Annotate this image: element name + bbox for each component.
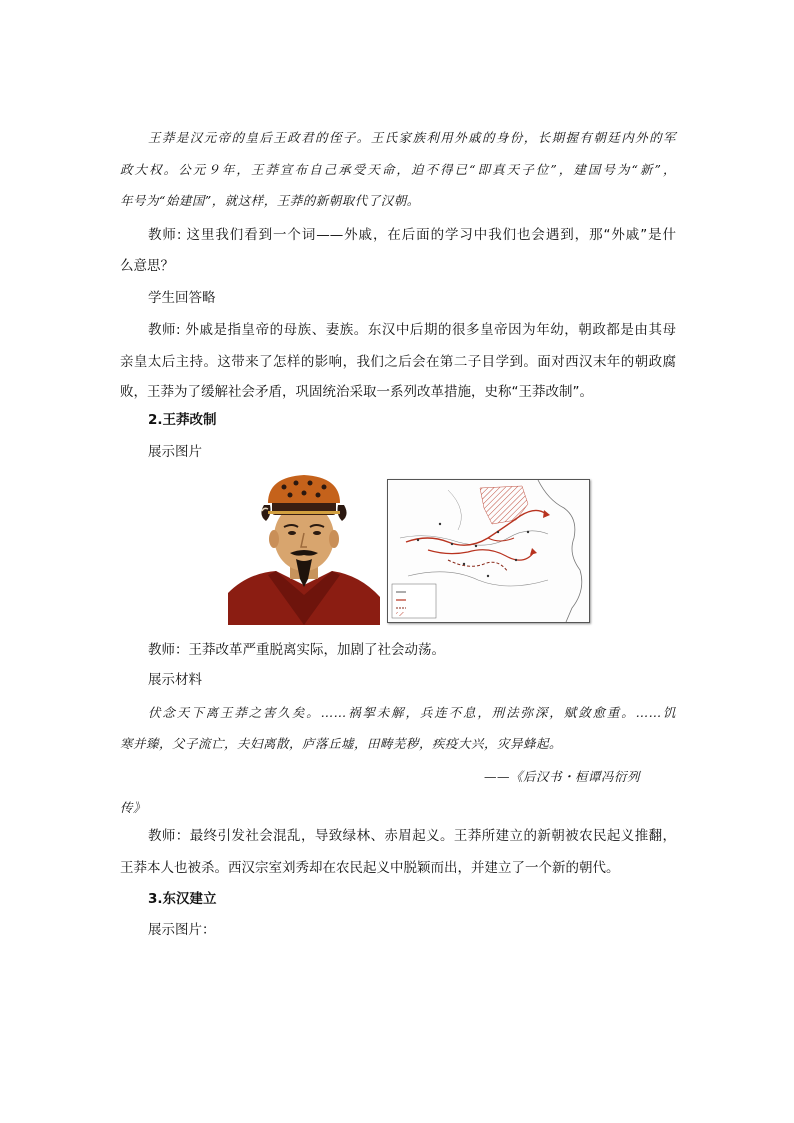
- show-material-label: 展示材料: [148, 672, 202, 688]
- teacher-explain-line-2: 亲皇太后主持。这带来了怎样的影响，我们之后会在第二子目学到。面对西汉末年的朝政腐: [120, 354, 676, 370]
- uprising-map: [387, 479, 590, 623]
- teacher-conclusion-line-2: 王莽本人也被杀。西汉宗室刘秀却在农民起义中脱颖而出，并建立了一个新的朝代。: [120, 860, 620, 876]
- quote-source-line-1: ——《后汉书・桓谭冯衍列: [484, 769, 641, 784]
- teacher-comment: 教师：王莽改革严重脱离实际，加剧了社会动荡。: [148, 642, 445, 658]
- teacher-explain-line-3: 败，王莽为了缓解社会矛盾，巩固统治采取一系列改革措施，史称“王莽改制”。: [120, 384, 593, 400]
- teacher-explain-line-1: 教师: 外戚是指皇帝的母族、妻族。东汉中后期的很多皇帝因为年幼，朝政都是由其母: [148, 322, 676, 338]
- quote-source-line-2: 传》: [120, 800, 147, 815]
- teacher-question-line-2: 么意思？: [120, 258, 174, 274]
- quote-line-1: 伏念天下离王莽之害久矣。……祸挐未解，兵连不息，刑法弥深，赋敛愈重。……饥: [148, 705, 676, 720]
- intro-line-2: 政大权。公元９年，王莽宣布自己承受天命，迫不得已“即真天子位”，建国号为“新”，: [120, 162, 676, 177]
- intro-line-1: 王莽是汉元帝的皇后王政君的侄子。王氏家族利用外戚的身份，长期握有朝廷内外的军: [148, 130, 676, 145]
- student-answer: 学生回答略: [148, 290, 216, 306]
- section-heading-3: 3.东汉建立: [148, 891, 217, 907]
- teacher-question-line-1: 教师: 这里我们看到一个词——外戚，在后面的学习中我们也会遇到，那“外戚”是什: [148, 227, 676, 243]
- quote-line-2: 寒并臻，父子流亡，夫妇离散，庐落丘墟，田畴芜秽，疾疫大兴，灾异蜂起。: [120, 736, 563, 751]
- intro-line-3: 年号为“始建国”，就这样，王莽的新朝取代了汉朝。: [120, 193, 420, 208]
- show-images-label: 展示图片: [148, 444, 202, 460]
- section-heading-2: 2.王莽改制: [148, 412, 217, 428]
- wang-mang-portrait: [228, 475, 380, 625]
- teacher-conclusion-line-1: 教师：最终引发社会混乱，导致绿林、赤眉起义。王莽所建立的新朝被农民起义推翻，: [148, 828, 676, 844]
- show-images-label-2: 展示图片：: [148, 922, 216, 938]
